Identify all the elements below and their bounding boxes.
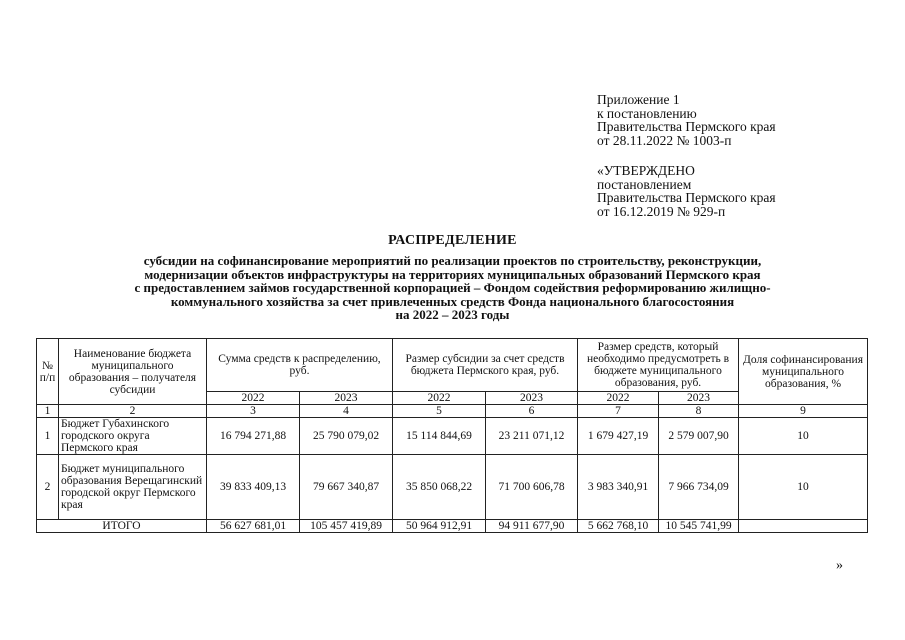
year-header: 2022 [578, 392, 659, 405]
table-row [37, 418, 868, 455]
total-row [37, 520, 868, 533]
row-subsidy-2023: 23 211 071,12 [486, 418, 578, 455]
approved-line: «УТВЕРЖДЕНО [597, 163, 695, 178]
column-number: 6 [486, 405, 578, 418]
row-sum-2023: 25 790 079,02 [300, 418, 393, 455]
row-share: 10 [739, 418, 868, 455]
column-number: 8 [659, 405, 739, 418]
column-number: 4 [300, 405, 393, 418]
subtitle-line: с предоставлением займов государственной корпорацией – Фондом содействия реформированию жилищно- [134, 280, 771, 295]
header-num: № п/п [37, 339, 59, 405]
row-municipal-2023: 2 579 007,90 [659, 418, 739, 455]
year-header: 2023 [300, 392, 393, 405]
appendix-line: от 28.11.2022 № 1003-п [597, 132, 732, 148]
total-label: ИТОГО [37, 520, 207, 533]
year-header: 2022 [207, 392, 300, 405]
total-sum-2022: 56 627 681,01 [207, 520, 300, 533]
subtitle-line: на 2022 – 2023 годы [395, 307, 510, 322]
row-name: Бюджет Губахинского городского округа Пермского края [59, 418, 207, 455]
appendix-line: Правительства Пермского края [597, 119, 776, 134]
table-row [37, 455, 868, 520]
row-sum-2022: 39 833 409,13 [207, 455, 300, 520]
row-municipal-2022: 1 679 427,19 [578, 418, 659, 455]
column-number: 2 [59, 405, 207, 418]
total-sum-2023: 105 457 419,89 [300, 520, 393, 533]
column-number: 1 [37, 405, 59, 418]
appendix-block [597, 93, 776, 147]
year-header: 2023 [659, 392, 739, 405]
row-share: 10 [739, 455, 868, 520]
header-sum: Сумма средств к распределению, руб. [207, 339, 393, 392]
header-subsidy: Размер субсидии за счет средств бюджета Пермского края, руб. [393, 339, 578, 392]
row-num: 1 [37, 418, 59, 455]
appendix-line: к постановлению [597, 105, 697, 121]
total-subsidy-2023: 94 911 677,90 [486, 520, 578, 533]
distribution-table [36, 338, 868, 533]
row-num: 2 [37, 455, 59, 520]
document-subtitle [60, 254, 845, 322]
subtitle-line: субсидии на софинансирование мероприятий по реализации проектов по строительству, реконструкции, [143, 253, 762, 268]
total-share-empty [739, 520, 868, 533]
subtitle-line: коммунального хозяйства за счет привлеченных средств Фонда национального благосостояния [170, 293, 735, 309]
approved-line: постановлением [597, 176, 692, 192]
row-municipal-2022: 3 983 340,91 [578, 455, 659, 520]
row-sum-2022: 16 794 271,88 [207, 418, 300, 455]
approved-block [597, 164, 776, 218]
approved-line: Правительства Пермского края [597, 190, 776, 205]
row-name: Бюджет муниципального образования Верещагинский городской округ Пермского края [59, 455, 207, 520]
approved-line: от 16.12.2019 № 929-п [597, 203, 726, 219]
appendix-line: Приложение 1 [597, 92, 680, 107]
column-number: 7 [578, 405, 659, 418]
column-number: 9 [739, 405, 868, 418]
closing-quote: » [836, 558, 843, 573]
row-municipal-2023: 7 966 734,09 [659, 455, 739, 520]
row-sum-2023: 79 667 340,87 [300, 455, 393, 520]
year-header: 2023 [486, 392, 578, 405]
subtitle-line: модернизации объектов инфраструктуры на территориях муниципальных образований Пермского края [144, 266, 761, 282]
header-name: Наименование бюджета муниципального образования – получателя субсидии [59, 339, 207, 405]
year-header: 2022 [393, 392, 486, 405]
column-number: 3 [207, 405, 300, 418]
row-subsidy-2023: 71 700 606,78 [486, 455, 578, 520]
row-subsidy-2022: 15 114 844,69 [393, 418, 486, 455]
document-title: РАСПРЕДЕЛЕНИЕ [388, 233, 517, 248]
total-municipal-2022: 5 662 768,10 [578, 520, 659, 533]
total-subsidy-2022: 50 964 912,91 [393, 520, 486, 533]
column-number: 5 [393, 405, 486, 418]
total-municipal-2023: 10 545 741,99 [659, 520, 739, 533]
header-share: Доля софинансирования муниципального образования, % [739, 339, 868, 405]
row-subsidy-2022: 35 850 068,22 [393, 455, 486, 520]
header-municipal: Размер средств, который необходимо предусмотреть в бюджете муниципального образования, руб. [578, 339, 739, 392]
